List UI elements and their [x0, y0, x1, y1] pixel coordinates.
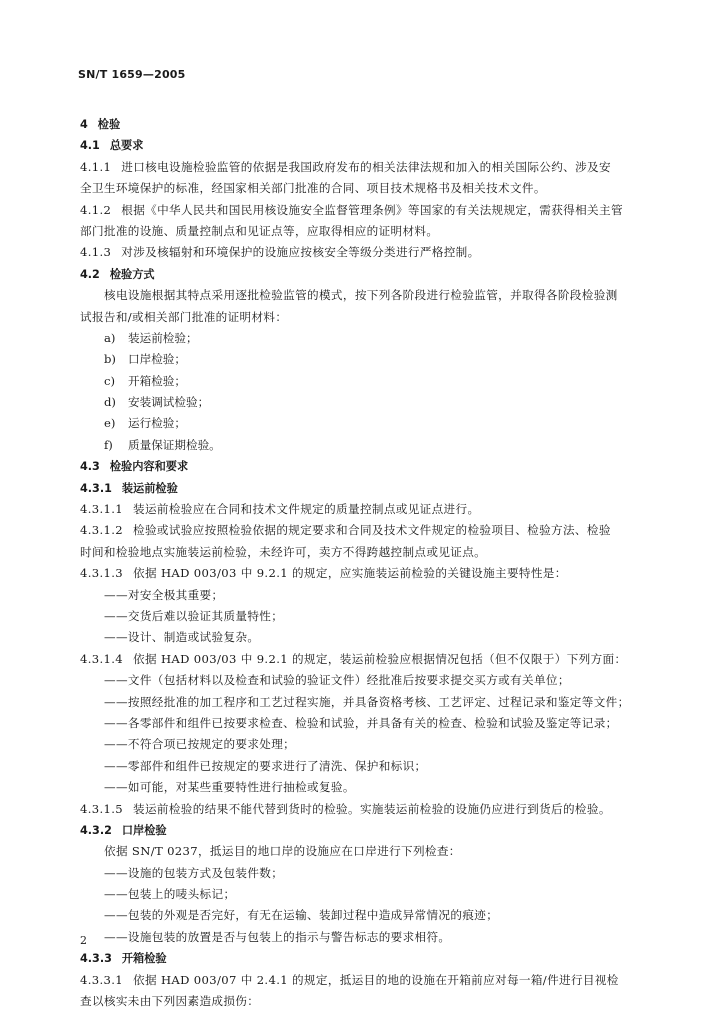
- clause-text: 检验或试验应按照检验依据的规定要求和合同及技术文件规定的检验项目、检验方法、检验: [133, 523, 611, 538]
- paragraph-line: ——对安全极其重要；: [104, 587, 224, 602]
- continuation-line: 全卫生环境保护的标准，经国家相关部门批准的合同、项目技术规格书及相关技术文件。: [80, 181, 546, 196]
- section-number: 4.3: [80, 460, 100, 474]
- clause-text: 根据《中华人民共和国民用核设施安全监督管理条例》等国家的有关法规规定，需获得相关主管: [121, 202, 623, 217]
- paragraph-line: 依据 SN/T 0237，抵运目的地口岸的设施应在口岸进行下列检查：: [104, 844, 461, 859]
- list-item-text: 装运前检验；: [128, 330, 198, 345]
- paragraph-line: ——包装上的唛头标记；: [104, 887, 236, 902]
- numbered-paragraph: [80, 799, 646, 820]
- paragraph-line: 核电设施根据其特点采用逐批检验监管的模式，按下列各阶段进行检验监管，并取得各阶段检验测: [104, 288, 618, 303]
- clause-number: 4.1.3: [80, 245, 112, 260]
- clause-number: 4.3.3.1: [80, 972, 124, 987]
- numbered-paragraph: [80, 970, 646, 991]
- paragraph-line: ——零部件和组件已按规定的要求进行了清洗、保护和标识；: [104, 758, 427, 773]
- section-number: 4.2: [80, 267, 100, 281]
- list-item-text: 运行检验；: [128, 416, 186, 431]
- numbered-paragraph: [80, 649, 646, 670]
- section-heading: [80, 820, 646, 841]
- clause-text: 进口核电设施检验监管的依据是我国政府发布的相关法律法规和加入的相关国际公约、涉及安: [121, 159, 611, 174]
- list-item-text: 安装调试检验；: [128, 395, 210, 410]
- paragraph-line: ——设计、制造或试验复杂。: [104, 630, 260, 645]
- continuation-line: 时间和检验地点实施装运前检验，未经许可，卖方不得跨越控制点或见证点。: [80, 544, 487, 559]
- list-item-text: 口岸检验；: [128, 352, 186, 367]
- section-heading: [80, 948, 646, 969]
- list-item: [80, 392, 646, 413]
- continuation-line: 部门批准的设施、质量控制点和见证点等，应取得相应的证明材料。: [80, 223, 439, 238]
- numbered-paragraph: [80, 499, 646, 520]
- clause-text: 依据 HAD 003/03 中 9.2.1 的规定，应实施装运前检验的关键设施主要特性是：: [133, 566, 567, 581]
- paragraph-line: ——包装的外观是否完好，有无在运输、装卸过程中造成异常情况的痕迹；: [104, 908, 499, 923]
- clause-number: 4.3.1.3: [80, 566, 124, 581]
- paragraph-line: ——设施包装的放置是否与包装上的指示与警告标志的要求相符。: [104, 929, 451, 944]
- numbered-paragraph: [80, 563, 646, 584]
- section-number: 4: [80, 118, 88, 131]
- section-number: 4.3.3: [80, 952, 112, 966]
- clause-number: 4.3.1.4: [80, 651, 124, 666]
- clause-number: 4.3.1.5: [80, 801, 124, 816]
- section-number: 4.3.1: [80, 481, 112, 495]
- section-title: 检验: [97, 118, 121, 131]
- clause-number: 4.1.2: [80, 202, 112, 217]
- standard-code-header: SN/T 1659—2005: [78, 68, 186, 81]
- list-item-label: c): [104, 373, 116, 388]
- page-number: 2: [80, 934, 87, 947]
- paragraph-line: ——如可能，对某些重要特性进行抽检或复验。: [104, 780, 355, 795]
- section-number: 4.1: [80, 139, 100, 153]
- clause-number: 4.1.1: [80, 159, 112, 174]
- clause-text: 依据 HAD 003/03 中 9.2.1 的规定，装运前检验应根据情况包括（但不仅限于）下列方面：: [133, 651, 627, 666]
- list-item: [80, 349, 646, 370]
- list-item-label: e): [104, 416, 116, 431]
- list-item-label: a): [104, 330, 116, 345]
- document-body: [80, 114, 646, 1012]
- section-number: 4.3.2: [80, 823, 112, 837]
- section-heading: [80, 135, 646, 156]
- section-title: 总要求: [109, 139, 144, 153]
- paragraph-line: ——设施的包装方式及包装件数；: [104, 865, 284, 880]
- list-item: [80, 371, 646, 392]
- list-item-text: 开箱检验；: [128, 373, 186, 388]
- list-item-label: d): [104, 395, 116, 410]
- clause-text: 对涉及核辐射和环境保护的设施应按核安全等级分类进行严格控制。: [121, 245, 480, 260]
- clause-text: 依据 HAD 003/07 中 2.4.1 的规定，抵运目的地的设施在开箱前应对每一箱/件进行目视检: [133, 972, 619, 987]
- clause-number: 4.3.1.2: [80, 523, 124, 538]
- list-item: [80, 435, 646, 456]
- section-heading: [80, 478, 646, 499]
- section-title: 装运前检验: [121, 481, 178, 495]
- list-item-label: f): [104, 437, 113, 452]
- section-heading: [80, 456, 646, 477]
- continuation-line: 试报告和/或相关部门批准的证明材料：: [80, 309, 288, 324]
- paragraph-line: ——不符合项已按规定的要求处理；: [104, 737, 296, 752]
- list-item-text: 质量保证期检验。: [128, 437, 221, 452]
- paragraph-line: ——文件（包括材料以及检查和试验的验证文件）经批准后按要求提交买方或有关单位；: [104, 673, 570, 688]
- section-title: 口岸检验: [121, 823, 167, 837]
- list-item-label: b): [104, 352, 116, 367]
- continuation-line: 查以核实未由下列因素造成损伤：: [80, 994, 260, 1009]
- paragraph-line: ——按照经批准的加工程序和工艺过程实施，并具备资格考核、工艺评定、过程记录和鉴定等文件；: [104, 694, 630, 709]
- clause-text: 装运前检验应在合同和技术文件规定的质量控制点或见证点进行。: [133, 502, 480, 517]
- paragraph-line: ——交货后难以验证其质量特性；: [104, 608, 284, 623]
- section-heading: [80, 264, 646, 285]
- list-item: [80, 328, 646, 349]
- numbered-paragraph: [80, 242, 646, 263]
- section-title: 检验方式: [109, 267, 155, 281]
- numbered-paragraph: [80, 520, 646, 541]
- paragraph-line: ——各零部件和组件已按要求检查、检验和试验，并具备有关的检查、检验和试验及鉴定等记录；: [104, 715, 618, 730]
- list-item: [80, 413, 646, 434]
- section-title: 检验内容和要求: [109, 460, 189, 474]
- clause-text: 装运前检验的结果不能代替到货时的检验。实施装运前检验的设施仍应进行到货后的检验。: [133, 801, 611, 816]
- section-heading: [80, 114, 646, 135]
- clause-number: 4.3.1.1: [80, 502, 124, 517]
- numbered-paragraph: [80, 157, 646, 178]
- section-title: 开箱检验: [121, 952, 167, 966]
- numbered-paragraph: [80, 200, 646, 221]
